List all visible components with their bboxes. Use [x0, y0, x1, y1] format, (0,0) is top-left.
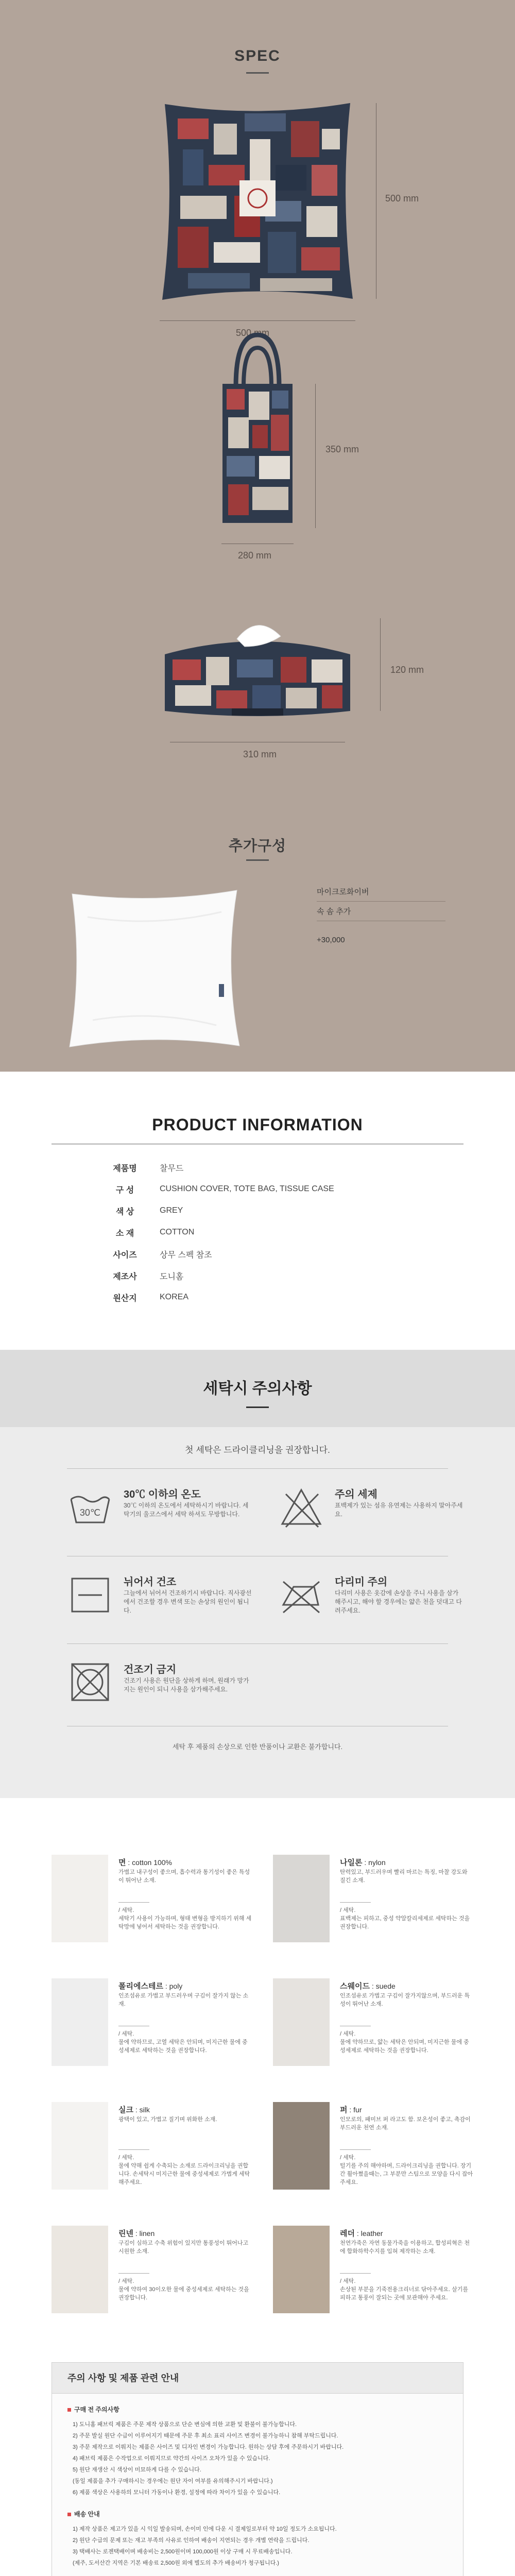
laundry-intro: 첫 세탁은 드라이클리닝을 권장합니다. [185, 1445, 330, 1455]
material-name-ko: 스웨이드 [340, 1982, 370, 1991]
laundry-item-text: 건조기 사용은 원단을 상하게 하며, 원래가 망가지는 원인이 되니 사용을 삼가해주세요. [124, 1677, 249, 1693]
material-tip-text: 물에 약하여 30이오한 물에 중성세제로 세탁하는 것을 권장합니다. [118, 2286, 249, 2301]
info-value: CUSHION COVER, TOTE BAG, TISSUE CASE [160, 1184, 334, 1193]
material-text: 광택이 있고, 가볍고 질기며 위화한 소재. [118, 2116, 217, 2123]
notice-line: 3) 주문 제작으로 이뤄지는 제품은 사이즈 및 디자인 변경이 가능합니다. 원하는 상담 후에 주문하시기 바랍니다. [73, 2444, 344, 2450]
product-info-row [100, 1286, 420, 1308]
material-name-en: linen [139, 2229, 155, 2238]
notice-section-purchase [52, 2405, 463, 2498]
info-key: 제품명 [113, 1164, 137, 1173]
material-linen [52, 2226, 252, 2329]
tote-bag-image [220, 330, 295, 546]
cushion-width-label: 500 mm [236, 328, 270, 338]
add-option-item: 마이크로화이버 [317, 882, 445, 902]
material-divider [118, 1902, 149, 1903]
notice-heading-text: 배송 안내 [74, 2511, 100, 2518]
add-option-box [317, 882, 445, 948]
laundry-header [0, 1350, 515, 1427]
laundry-item-dry-flat [67, 1571, 252, 1633]
notice-line: 6) 제품 색상은 사용하의 모니터 가동이나 환경, 설정에 따라 차이가 있을 수 있습니다. [73, 2489, 281, 2496]
laundry-section [0, 1350, 515, 1798]
material-suede [273, 1978, 474, 2081]
info-value: 도니홈 [160, 1272, 184, 1281]
info-value: GREY [160, 1206, 183, 1215]
laundry-title: 세탁시 주의사항 [203, 1380, 312, 1397]
material-name: 린넨 : linen [118, 2229, 155, 2238]
spec-title-underline [246, 72, 269, 74]
material-tip-label: / 세탁. [118, 2031, 134, 2037]
material-divider [118, 2273, 149, 2274]
tissue-height-line [380, 618, 381, 711]
spec-section [0, 0, 515, 1072]
material-tip [118, 2154, 252, 2187]
bag-width-label: 280 mm [238, 550, 272, 561]
bullet-icon [67, 2513, 71, 2516]
product-info-row [100, 1222, 420, 1243]
material-divider [340, 2149, 371, 2150]
info-value: KOREA [160, 1293, 189, 1301]
material-name-ko: 나일론 [340, 1858, 363, 1867]
info-key: 사이즈 [113, 1250, 137, 1260]
material-text: 구김이 심하고 수축 위험이 있지만 통풍성이 뛰어나고 시원한 소재. [118, 2240, 249, 2255]
material-poly [52, 1978, 252, 2081]
laundry-item-text: 다리미 사용은 옷감에 손상을 주니 사용을 삼가해주시고, 해야 할 경우에는 얇은 천을 덧대고 다려주세요. [335, 1589, 462, 1614]
tissue-height-label: 120 mm [390, 665, 424, 675]
laundry-item-text: 그늘에서 뉘어서 건조하기시 바랍니다. 직사광선에서 건조할 경우 변색 또는 손상의 원인이 됩니다. [124, 1589, 252, 1614]
info-key: 원산지 [113, 1294, 137, 1303]
notice-line: 2) 주문 발실 원단 수급이 이루어지기 때문에 주문 후 최소 표리 사이즈 변경이 불가능하니 참해 부탁드립니다. [73, 2433, 338, 2439]
poly-swatch [52, 1978, 108, 2066]
notice-line: 2) 원단 수급의 문제 또는 재고 부족의 사유로 인하여 배송이 지연되는 경우 개별 연락을 드립니다. [73, 2537, 310, 2544]
material-name: 면 : cotton 100% [118, 1858, 173, 1867]
laundry-item-temperature [67, 1484, 252, 1546]
dry-flat-icon [67, 1571, 113, 1618]
material-tip-label: / 세탁. [118, 2278, 134, 2284]
linen-swatch [52, 2226, 108, 2313]
material-name: 폴리에스테르 : poly [118, 1982, 183, 1991]
material-silk [52, 2102, 252, 2205]
cotton-swatch [52, 1855, 108, 1942]
cushion-cover-image [157, 98, 358, 304]
spec-title: SPEC [234, 47, 281, 64]
laundry-item-dryer [67, 1659, 252, 1721]
material-name-en: nylon [368, 1858, 386, 1867]
material-tip [340, 2154, 474, 2187]
silk-swatch [52, 2102, 108, 2190]
material-text: 천연가죽은 자연 동물가죽을 이용하고, 합성피혁은 천에 합화하학수지를 입혀 제작하는 소재. [340, 2240, 470, 2255]
no-bleach-icon [278, 1484, 324, 1530]
material-text: 인모로의, 패미브 퍼 라고도 함. 보온성이 좋고, 촉감이 부드러운 천연 소재. [340, 2116, 471, 2131]
laundry-divider [67, 1643, 448, 1644]
material-name: 나일론 : nylon [340, 1858, 386, 1867]
material-name-ko: 실크 [118, 2106, 133, 2114]
material-name-en: fur [353, 2106, 362, 2114]
material-tip-label: / 세탁. [118, 1907, 134, 1913]
material-tip-label: / 세탁. [340, 1907, 356, 1913]
material-leather [273, 2226, 474, 2329]
material-tip-text: 표백제는 피하고, 중성 약알칼리세제로 세탁하는 것을 권장합니다. [340, 1916, 470, 1930]
material-tip-text: 물에 약하므로, 얇는 세탁은 안되며, 미지근한 물에 중성세제로 세탁하는 것을 권장합니다. [340, 2039, 469, 2054]
product-info-row [100, 1265, 420, 1286]
material-tip [340, 1906, 474, 1931]
pillow-insert-image [67, 886, 242, 1051]
tissue-width-label: 310 mm [243, 749, 277, 759]
material-name-ko: 면 [118, 1858, 126, 1867]
wash-30-icon [67, 1484, 113, 1530]
material-tip-label: / 세탁. [340, 2155, 356, 2161]
product-info-row [100, 1178, 420, 1200]
product-info-row [100, 1157, 420, 1178]
material-name-en: suede [375, 1982, 396, 1990]
laundry-item-title: 뉘어서 건조 [124, 1577, 177, 1588]
laundry-item-title: 주의 세제 [335, 1489, 377, 1500]
material-fur [273, 2102, 474, 2205]
nylon-swatch [273, 1855, 330, 1942]
material-cotton [52, 1855, 252, 1958]
cushion-width-line [160, 320, 355, 321]
material-name: 스웨이드 : suede [340, 1982, 396, 1991]
notice-line: 4) 패브릭 제품은 수작업으로 이뤄지므로 약간의 사이즈 오차가 있을 수 있습니다. [73, 2455, 270, 2462]
material-name-en: leather [360, 2229, 383, 2238]
material-divider [340, 1902, 371, 1903]
notice-heading-text: 구매 전 주의사항 [74, 2406, 119, 2413]
add-option-name[interactable]: 속 솜 추가 [317, 902, 445, 921]
material-name-ko: 레더 [340, 2229, 355, 2238]
notice-line: 1) 제작 상품은 제고가 있을 시 익일 발송되며, 손이미 인에 다운 시 결제일로부터 약 10일 정도가 소요됩니다. [73, 2526, 337, 2532]
material-tip-text: 털기를 주의 해야하며, 드라이크리닝을 권합니다. 장기간 휠아쪘을때는, 그 부분만 스팀으로 모양을 다시 잡아주세요. [340, 2163, 473, 2185]
laundry-divider [67, 1468, 448, 1469]
add-option-price: +30,000 [317, 936, 345, 944]
leather-swatch [273, 2226, 330, 2313]
notice-box [52, 2362, 464, 2576]
notice-title: 주의 사항 및 제품 관련 안내 [52, 2363, 463, 2394]
info-value: COTTON [160, 1228, 195, 1236]
bag-height-label: 350 mm [325, 444, 359, 454]
notice-line: 1) 도니홈 패브릭 제품은 주문 제작 상품으로 단순 변심에 의한 교환 및 환불이 불가능합니다. [73, 2421, 297, 2428]
product-info-row [100, 1200, 420, 1222]
laundry-item-title: 30℃ 이하의 온도 [124, 1489, 201, 1500]
material-divider [340, 2273, 371, 2274]
material-name: 퍼 : fur [340, 2106, 362, 2114]
product-info-title: PRODUCT INFORMATION [152, 1115, 363, 1134]
notice-line: (제주, 도서산간 지역은 기본 배송료 2,500원 외에 별도의 추가 배송비가 청구됩니다.) [73, 2560, 279, 2566]
fur-swatch [273, 2102, 330, 2190]
notice-section-shipping [52, 2510, 463, 2569]
no-tumble-dry-icon [67, 1659, 113, 1705]
info-key: 색 상 [115, 1207, 134, 1216]
material-nylon [273, 1855, 474, 1958]
svg-text:30℃: 30℃ [79, 1507, 101, 1518]
material-name-ko: 폴리에스테르 [118, 1982, 163, 1991]
add-option-title: 추가구성 [228, 838, 287, 854]
material-tip [340, 2030, 474, 2055]
material-tip-label: / 세탁. [118, 2155, 134, 2161]
laundry-title-underline [246, 1406, 269, 1408]
notice-line: (동일 제품을 추가 구매하시는 경우에는 원단 자이 여부를 유의해주시기 바랍니다.) [73, 2478, 273, 2484]
notice-line: 3) 택배사는 로젠택배이며 배송비는 2,500원이며 100,000원 이상 구매 시 무료배송입니다. [73, 2549, 293, 2555]
material-name: 실크 : silk [118, 2106, 150, 2114]
notice-section-heading [67, 2510, 448, 2518]
material-name-ko: 린넨 [118, 2229, 133, 2238]
info-key: 구 성 [115, 1185, 134, 1195]
info-value: 상무 스펙 참조 [160, 1250, 212, 1260]
material-name-en: cotton 100% [132, 1858, 173, 1867]
material-divider [118, 2149, 149, 2150]
laundry-item-title: 건조기 금지 [124, 1664, 177, 1675]
tissue-case-image [154, 608, 360, 726]
material-text: 인조섬유로 가볍고 부드러우며 구김이 잘가지 않는 소재. [118, 1993, 249, 2007]
suede-swatch [273, 1978, 330, 2066]
material-tip [340, 2277, 474, 2302]
laundry-item-text: 표백제가 있는 섬유 유연제는 사용하지 말아주세요. [335, 1502, 463, 1518]
material-name-en: poly [169, 1982, 183, 1990]
cushion-height-label: 500 mm [385, 193, 419, 204]
laundry-footer: 세탁 후 제품의 손상으로 인한 반품이나 교환은 불가합니다. [172, 1743, 343, 1751]
material-tip [118, 2277, 252, 2302]
laundry-item-title: 다리미 주의 [335, 1577, 388, 1588]
info-value: 찰무드 [160, 1164, 184, 1173]
material-tip-text: 손상된 부분을 기죽전용크리너로 닦아주세요. 살기를 피하고 통풍이 잘되는 곳에 보관해야 주세요. [340, 2286, 469, 2301]
laundry-item-detergent [278, 1484, 464, 1546]
material-tip [118, 1906, 252, 1931]
product-info-row [100, 1243, 420, 1265]
bag-height-line [315, 384, 316, 528]
material-name-en: silk [139, 2106, 150, 2114]
material-text: 인조섬유로 가볍고 구김이 잘가지않으며, 부드러운 특성이 뛰어난 소재. [340, 1993, 470, 2007]
laundry-item-text: 30℃ 이하의 온도에서 세탁하시기 바랍니다. 세탁기의 울코스에서 세탁 하셔도 무방합니다. [124, 1502, 249, 1518]
notice-section-heading [67, 2405, 448, 2414]
laundry-item-iron [278, 1571, 464, 1633]
info-key: 소 재 [115, 1229, 134, 1238]
material-name: 레더 : leather [340, 2229, 383, 2238]
material-tip [118, 2030, 252, 2055]
material-tip-text: 물에 약하므로, 고열 세탁은 안되며, 미지근한 물에 중성세제로 세탁하는 것을 권장합니다. [118, 2039, 248, 2054]
no-iron-icon [278, 1571, 324, 1618]
material-text: 탄력있고, 부드러우며 빨리 마르는 특징, 마찰 강도와 질긴 소재. [340, 1869, 468, 1884]
material-tip-label: / 세탁. [340, 2278, 356, 2284]
add-option-underline [246, 859, 269, 861]
product-info-table [100, 1157, 420, 1308]
material-tip-text: 물에 약해 쉽게 수축되는 소재로 드라이크리닝을 권합니다. 손세탁시 미지근한 물에 중성세제로 가볍게 세탁해주세요. [118, 2163, 250, 2185]
material-tip-text: 세탁기 사용이 가능하며, 형태 변형을 방지하기 위해 세탁망에 넣어서 세탁하는 것을 권장합니다. [118, 1916, 252, 1930]
bullet-icon [67, 2408, 71, 2412]
material-text: 가볍고 내구성이 좋으며, 흡수력과 통기성이 좋은 특성이 뛰어난 소재. [118, 1869, 250, 1884]
material-tip-label: / 세탁. [340, 2031, 356, 2037]
notice-line: 5) 원단 재생산 시 색상이 미묘하게 다를 수 있습니다. [73, 2467, 201, 2473]
info-key: 제조사 [113, 1272, 137, 1281]
material-name-ko: 퍼 [340, 2106, 348, 2114]
